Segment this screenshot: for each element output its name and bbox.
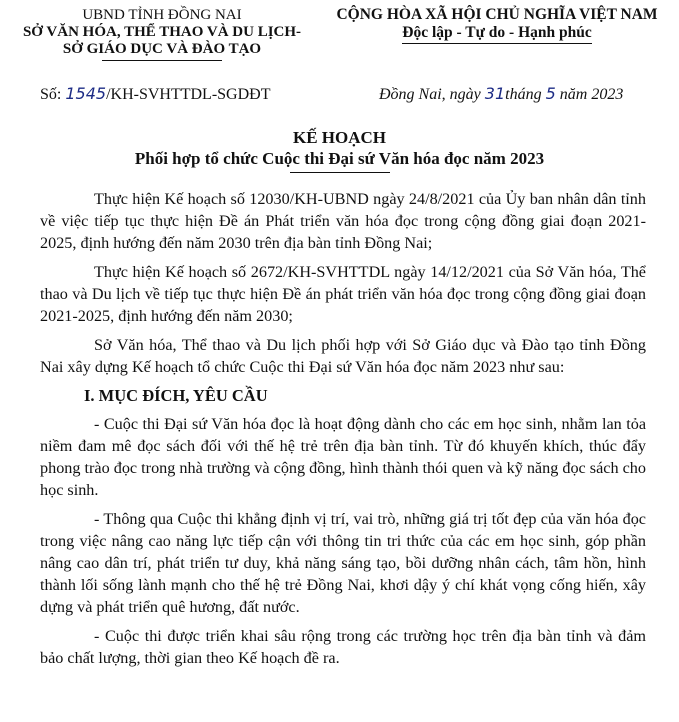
agency-parent: UBND TỈNH ĐỒNG NAI [82,7,242,23]
preamble-paragraph-1: Thực hiện Kế hoạch số 12030/KH-UBND ngày 24/8/2021 của Ủy ban nhân dân tỉnh về việc tiếp tục thực hiện Đề án Phát triển văn hóa đọc trong cộng đồng giai đoạn 2021-2025, định hướng đến năm 2030 trên địa bàn tỉnh Đồng Nai; [40,190,646,252]
preamble-paragraph-3: Sở Văn hóa, Thể thao và Du lịch phối hợp với Sở Giáo dục và Đào tạo tỉnh Đồng Nai xây dựng Kế hoạch tổ chức Cuộc thi Đại sứ Văn hóa đọc năm 2023 như sau: [40,336,646,376]
document-body [40,188,646,676]
document-type: KẾ HOẠCH [292,128,387,147]
agency-name-1: SỞ VĂN HÓA, THỂ THAO VÀ DU LỊCH- [22,24,302,40]
agency-underline [102,60,222,61]
handwritten-day: 31 [484,84,506,103]
document-date [379,84,623,104]
date-prefix: Đồng Nai, ngày [379,86,485,103]
country-name: CỘNG HÒA XÃ HỘI CHỦ NGHĨA VIỆT NAM [336,6,658,23]
handwritten-number: 1545 [65,84,107,103]
preamble-paragraph-2: Thực hiện Kế hoạch số 2672/KH-SVHTTDL ngày 14/12/2021 của Sở Văn hóa, Thể thao và Du lịch về tiếp tục thực hiện Đề án phát triển văn hóa đọc trong cộng đồng giai đoạn 2021-2025, định hướng đến năm 2030; [40,263,646,325]
section-heading: I. MỤC ĐÍCH, YÊU CẦU [84,386,268,405]
document-number [40,84,271,104]
document-title-block [0,128,679,173]
date-mid: tháng [505,86,546,103]
number-suffix: /KH-SVHTTDL-SGDĐT [106,86,271,103]
handwritten-month: 5 [545,84,556,103]
section-item-3: - Cuộc thi được triển khai sâu rộng trong các trường học trên địa bàn tỉnh và đảm bảo chất lượng, thời gian theo Kế hoạch đề ra. [40,627,646,667]
national-motto: Độc lập - Tự do - Hạnh phúc [402,24,591,44]
date-suffix: năm 2023 [555,86,624,103]
section-item-2: - Thông qua Cuộc thi khẳng định vị trí, vai trò, những giá trị tốt đẹp của văn hóa đọc trong việc nâng cao năng lực tiếp cận với thông tin tri thức của các em học sinh, góp phần nâng cao dân trí, phát triển tư duy, khả năng sáng tạo, bồi dưỡng nhân cách, tâm hồn, hình thành lối sống lành mạnh cho thế hệ trẻ Đồng Nai, khơi dậy ý chí khát vọng cống hiến, xây dựng và phát triển quê hương, đất nước. [40,510,646,616]
agency-name-2: SỞ GIÁO DỤC VÀ ĐÀO TẠO [62,41,262,57]
section-item-1: - Cuộc thi Đại sứ Văn hóa đọc là hoạt động dành cho các em học sinh, nhằm lan tỏa niềm đam mê đọc sách đối với thế hệ trẻ trên địa bàn tỉnh. Từ đó khuyến khích, thúc đẩy phong trào đọc trong nhà trường và cộng đồng, hình thành thói quen và kỹ năng đọc sách cho học sinh. [40,415,646,499]
issuing-agency-block [12,6,312,61]
title-underline [290,172,390,173]
number-prefix: Số: [40,86,66,103]
document-subject: Phối hợp tổ chức Cuộc thi Đại sứ Văn hóa đọc năm 2023 [134,149,545,168]
national-motto-block [318,6,676,44]
